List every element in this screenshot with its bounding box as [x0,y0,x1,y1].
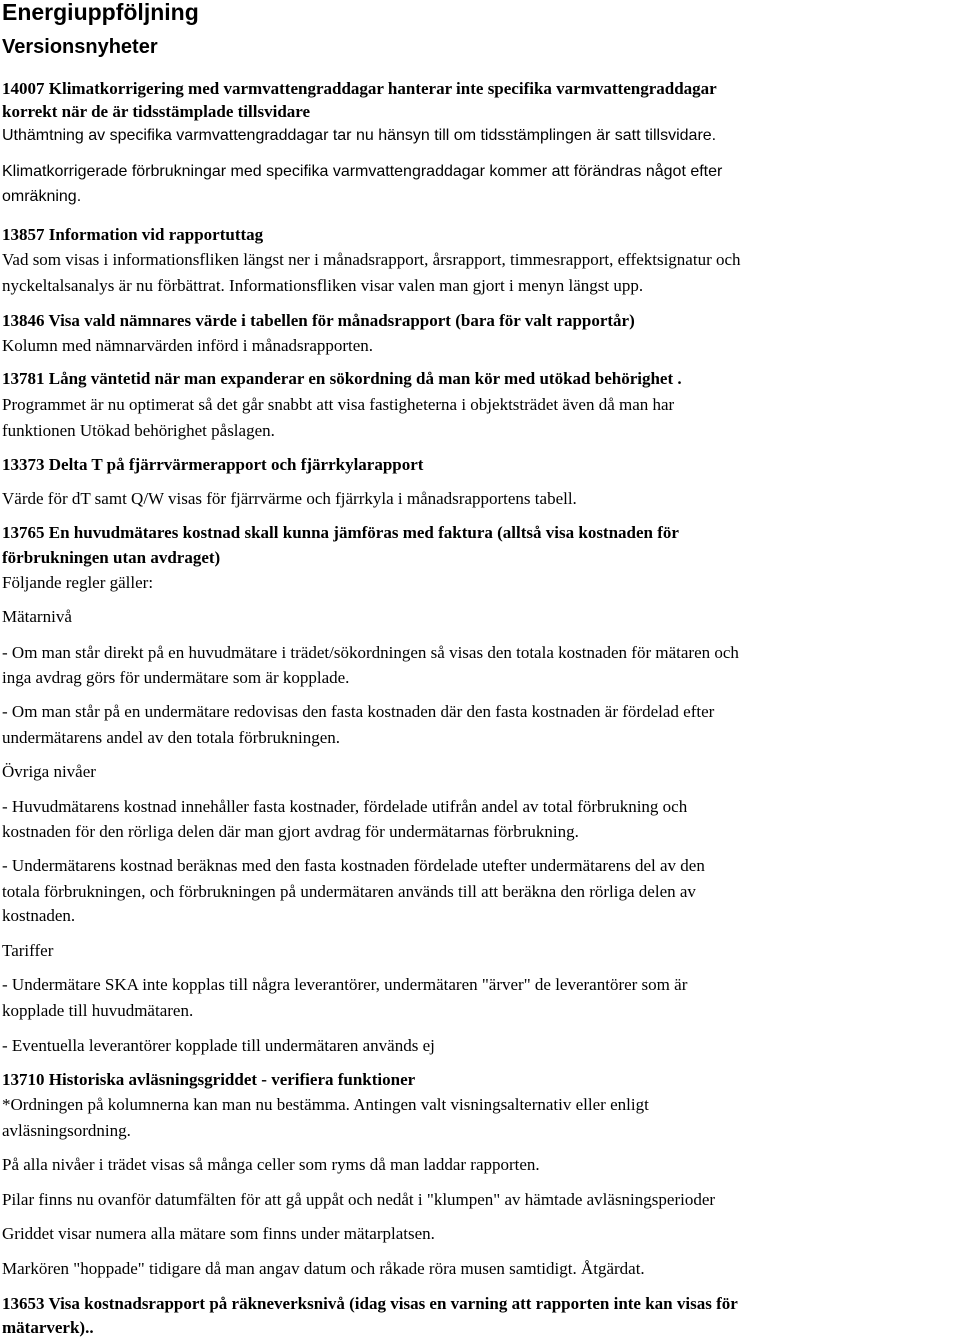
body-line: Följande regler gäller: [2,573,154,592]
body-line: undermätarens andel av den totala förbrukningen. [2,728,340,747]
heading-13846: 13846 Visa vald nämnares värde i tabellen för månadsrapport (bara för valt rapportår) [2,311,635,330]
sub-heading: Tariffer [2,941,54,960]
body-line: Värde för dT samt Q/W visas för fjärrvärme och fjärrkyla i månadsrapportens tabell. [2,489,577,508]
heading-13710: 13710 Historiska avläsningsgriddet - verifiera funktioner [2,1070,416,1089]
body-line: - Eventuella leverantörer kopplade till undermätaren används ej [2,1036,435,1055]
body-line: Kolumn med nämnarvärden införd i månadsrapporten. [2,336,374,355]
body-line: funktionen Utökad behörighet påslagen. [2,421,275,440]
body-line: kostnaden för den rörliga delen där man gjort avdrag för undermätarnas förbrukning. [2,822,579,841]
heading-13765-cont: förbrukningen utan avdraget) [2,548,221,567]
body-line: *Ordningen på kolumnerna kan man nu bestämma. Antingen valt visningsalternativ eller enligt [2,1095,649,1114]
document-subtitle: Versionsnyheter [2,36,158,58]
body-line: - Undermätarens kostnad beräknas med den fasta kostnaden fördelade utefter undermätarens del av den [2,856,705,875]
heading-13781: 13781 Lång väntetid när man expanderar en sökordning då man kör med utökad behörighet . [2,369,682,388]
body-line: inga avdrag görs för undermätare som är kopplade. [2,668,350,687]
document-title: Energiuppföljning [2,0,199,25]
body-line: Pilar finns nu ovanför datumfälten för att gå uppåt och nedåt i "klumpen" av hämtade avläsningsperioder [2,1190,716,1209]
heading-13857: 13857 Information vid rapportuttag [2,225,264,244]
body-line: - Om man står på en undermätare redovisas den fasta kostnaden där den fasta kostnaden är fördelad efter [2,702,715,721]
sub-heading: Övriga nivåer [2,762,96,781]
body-line: kopplade till huvudmätaren. [2,1001,194,1020]
heading-13373: 13373 Delta T på fjärrvärmerapport och fjärrkylarapport [2,455,424,474]
body-line: nyckeltalsanalys är nu förbättrat. Informationsfliken visar valen man gjort i menyn längst upp. [2,276,644,295]
body-line: totala förbrukningen, och förbrukningen på undermätaren används till att beräkna den rörliga delen av [2,882,696,901]
heading-13653: 13653 Visa kostnadsrapport på räkneverksnivå (idag visas en varning att rapporten inte kan visas för [2,1294,738,1313]
body-line: Klimatkorrigerade förbrukningar med specifika varmvattengraddagar kommer att förändras något efter [2,163,723,180]
heading-13765: 13765 En huvudmätares kostnad skall kunna jämföras med faktura (alltså visa kostnaden för [2,523,679,542]
body-line: - Undermätare SKA inte kopplas till några leverantörer, undermätaren "ärver" de leverantörer som är [2,975,688,994]
body-line: - Huvudmätarens kostnad innehåller fasta kostnader, fördelade utifrån andel av total förbrukning och [2,797,688,816]
heading-14007-cont: korrekt när de är tidsstämplade tillsvidare [2,102,311,121]
body-line: Griddet visar numera alla mätare som finns under mätarplatsen. [2,1224,435,1243]
body-line: - Om man står direkt på en huvudmätare i trädet/sökordningen så visas den totala kostnaden för mätaren och [2,643,739,662]
body-line: Markören "hoppade" tidigare då man angav datum och råkade röra musen samtidigt. Åtgärdat. [2,1259,645,1278]
body-line: Vad som visas i informationsfliken längst ner i månadsrapport, årsrapport, timmesrapport, effektsignatur och [2,250,741,269]
body-line: Programmet är nu optimerat så det går snabbt att visa fastigheterna i objektsträdet även då man har [2,395,675,414]
heading-13653-cont: mätarverk).. [2,1318,94,1337]
body-line: kostnaden. [2,906,76,925]
body-line: omräkning. [2,188,82,205]
body-line: Uthämtning av specifika varmvattengraddagar tar nu hänsyn till om tidsstämplingen är satt tillsvidare. [2,127,717,144]
body-line: avläsningsordning. [2,1121,131,1140]
sub-heading: Mätarnivå [2,607,72,626]
body-line: På alla nivåer i trädet visas så många celler som ryms då man laddar rapporten. [2,1155,540,1174]
heading-14007: 14007 Klimatkorrigering med varmvattengraddagar hanterar inte specifika varmvattengraddagar [2,79,717,98]
